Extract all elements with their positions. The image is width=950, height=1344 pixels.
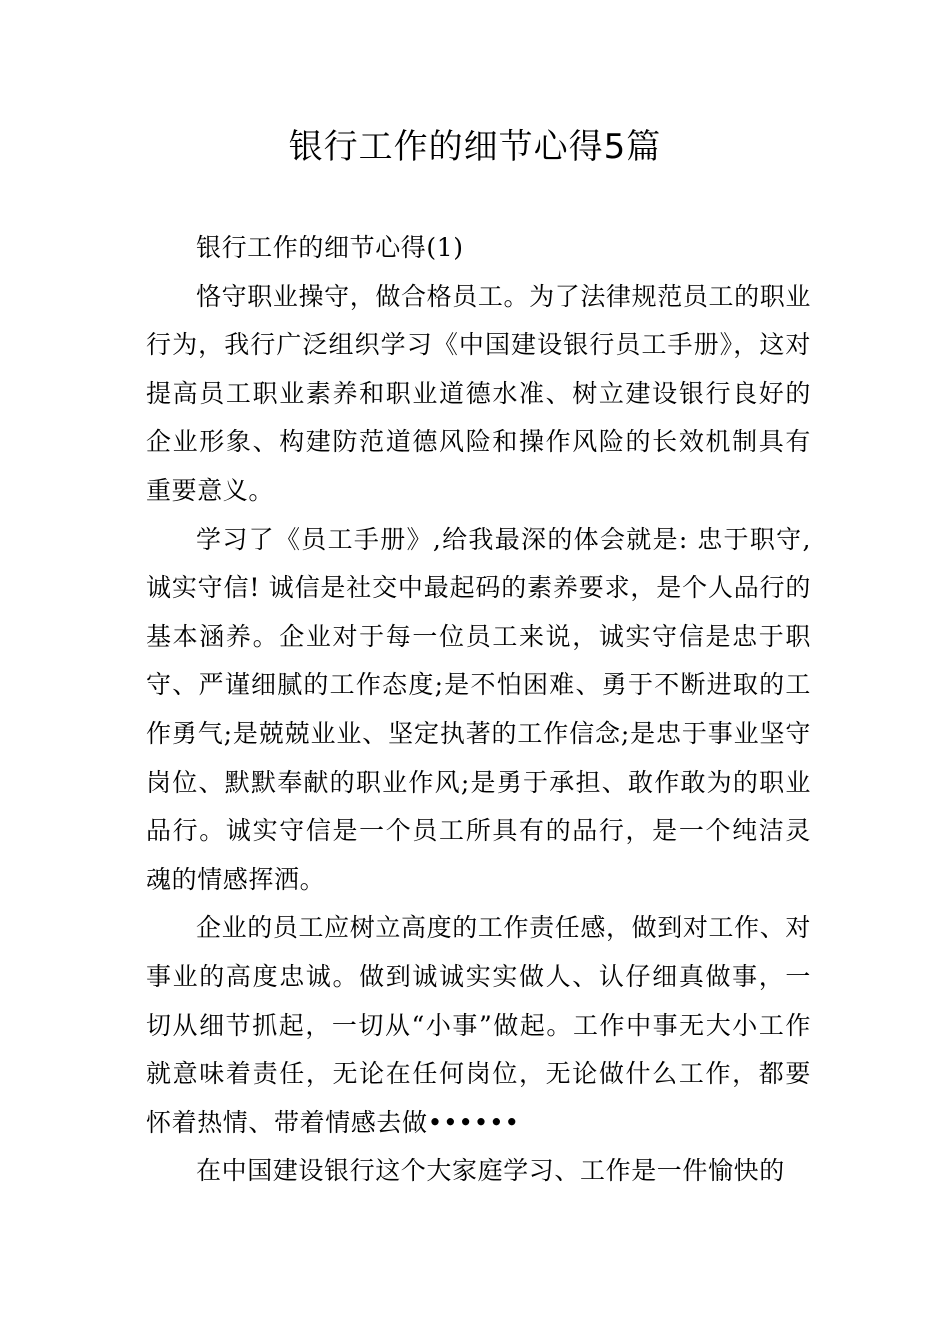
section-heading: 银行工作的细节心得(1)	[196, 233, 464, 262]
paragraph: 学习了《员工手册》,给我最深的体会就是: 忠于职守,诚实守信! 诚信是社交中最起码的素养要求，是个人品行的基本涵养。企业对于每一位员工来说，诚实守信是忠于职守、严谨细腻的工作态度;是不怕困难、勇于不断进取的工作勇气;是兢兢业业、坚定执著的工作信念;是忠于事业坚守岗位、默默奉献的职业作风;是勇于承担、敢作敢为的职业品行。诚实守信是一个员工所具有的品行，是一个纯洁灵魂的情感挥洒。	[146, 524, 811, 894]
paragraph: 企业的员工应树立高度的工作责任感，做到对工作、对事业的高度忠诚。做到诚诚实实做人、认仔细真做事，一切从细节抓起，一切从“小事”做起。工作中事无大小工作就意味着责任，无论在任何岗位，无论做什么工作，都要怀着热情、带着情感去做••••••	[146, 913, 811, 1137]
document-title: 银行工作的细节心得5篇	[288, 127, 662, 167]
document-body	[146, 224, 811, 1196]
paragraph: 恪守职业操守，做合格员工。为了法律规范员工的职业行为，我行广泛组织学习《中国建设银行员工手册》，这对提高员工职业素养和职业道德水准、树立建设银行良好的企业形象、构建防范道德风险和操作风险的长效机制具有重要意义。	[146, 281, 811, 505]
paragraph: 在中国建设银行这个大家庭学习、工作是一件愉快的	[196, 1156, 785, 1186]
